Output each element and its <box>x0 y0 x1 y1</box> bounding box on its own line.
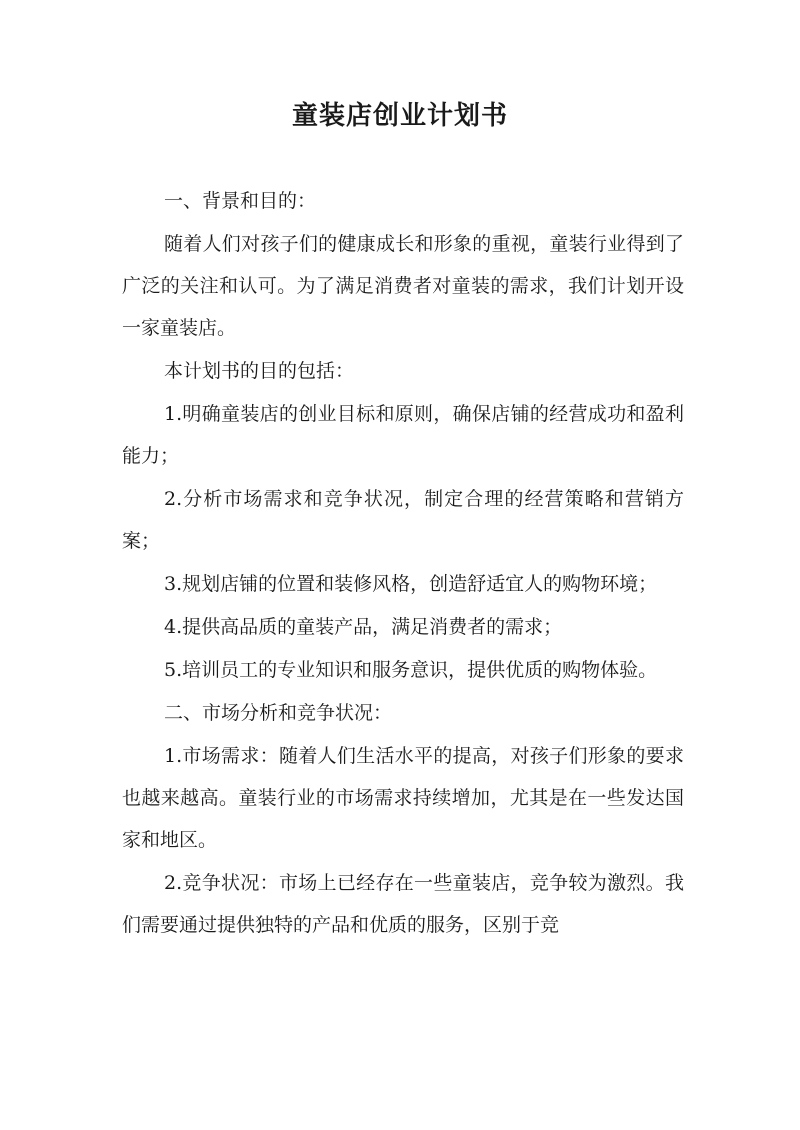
paragraph-purpose-intro: 本计划书的目的包括： <box>164 360 355 382</box>
paragraph-background: 随着人们对孩子们的健康成长和形象的重视，童装行业得到了广泛的关注和认可。为了满足消费者对童装的需求，我们计划开设一家童装店。 <box>122 233 684 339</box>
section-heading-background: 一、背景和目的： <box>164 190 317 212</box>
list-item-purpose-4: 4.提供高品质的童装产品，满足消费者的需求； <box>164 616 563 638</box>
list-item-purpose-1: 1.明确童装店的创业目标和原则，确保店铺的经营成功和盈利能力； <box>122 403 684 467</box>
document-title: 童装店创业计划书 <box>291 101 508 131</box>
list-item-purpose-2: 2.分析市场需求和竞争状况，制定合理的经营策略和营销方案； <box>122 488 684 552</box>
list-item-purpose-3: 3.规划店铺的位置和装修风格，创造舒适宜人的购物环境； <box>164 573 658 595</box>
list-item-competition: 2.竞争状况：市场上已经存在一些童装店，竞争较为激烈。我们需要通过提供独特的产品和优质的服务，区别于竞 <box>122 872 684 936</box>
list-item-market-demand: 1.市场需求：随着人们生活水平的提高，对孩子们形象的要求也越来越高。童装行业的市场需求持续增加，尤其是在一些发达国家和地区。 <box>122 745 684 851</box>
document-body <box>122 180 684 947</box>
section-heading-market: 二、市场分析和竞争状况： <box>164 702 393 724</box>
list-item-purpose-5: 5.培训员工的专业知识和服务意识，提供优质的购物体验。 <box>164 659 658 681</box>
